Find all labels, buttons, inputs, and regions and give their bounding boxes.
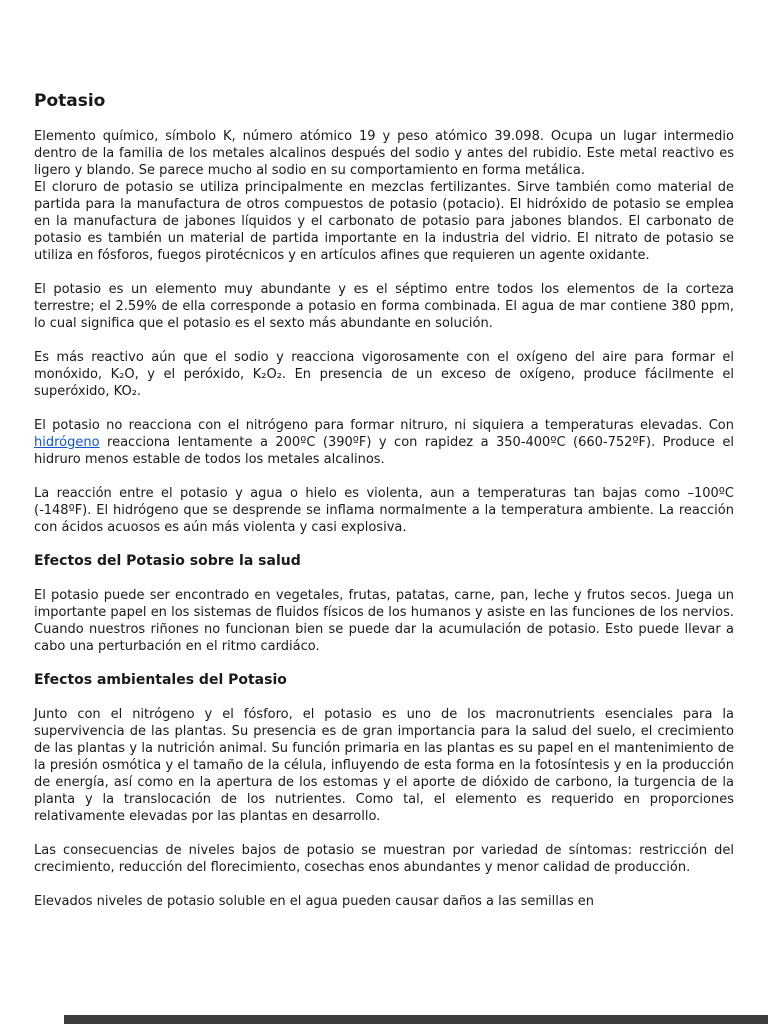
health-effects-heading: Efectos del Potasio sobre la salud bbox=[34, 553, 301, 569]
paragraph-low-potassium-levels: Las consecuencias de niveles bajos de potasio se muestran por variedad de síntomas: restricción del crecimiento, reducción del florecimiento, cosechas enos abundantes y menor calidad de producción. bbox=[34, 843, 734, 875]
paragraph-health-effects: El potasio puede ser encontrado en vegetales, frutas, patatas, carne, pan, leche y frutos secos. Juega un importante papel en los sistemas de fluidos físicos de los humanos y asiste en las funciones de los nervios. Cuando nuestros riñones no funcionan bien se puede dar la acumulación de potasio. Esto puede llevar a cabo una perturbación en el ritmo cardiáco. bbox=[34, 588, 734, 654]
paragraph-nitrogen-hydrogen bbox=[34, 417, 734, 468]
paragraph-environmental-effects: Junto con el nitrógeno y el fósforo, el potasio es uno de los macronutrients esenciales para la supervivencia de las plantas. Su presencia es de gran importancia para la salud del suelo, el crecimiento de las plantas y la nutrición animal. Su función primaria en las plantas es su papel en el mantenimiento de la presión osmótica y el tamaño de la célula, influyendo de esta forma en la fotosíntesis y en la producción de energía, así como en la apertura de los estomas y el aporte de dióxido de carbono, la turgencia de la planta y la translocación de los nutrientes. Como tal, el elemento es requerido en proporciones relativamente elevadas por las plantas en desarrollo. bbox=[34, 707, 734, 824]
hidrogeno-link[interactable]: hidrógeno bbox=[34, 435, 100, 450]
paragraph-reactivity: Es más reactivo aún que el sodio y reacciona vigorosamente con el oxígeno del aire para formar el monóxido, K₂O, y el peróxido, K₂O₂. En presencia de un exceso de oxígeno, produce fácilmente el superóxido, KO₂. bbox=[34, 350, 734, 399]
environmental-effects-heading: Efectos ambientales del Potasio bbox=[34, 672, 287, 688]
text-after-link: reacciona lentamente a 200ºC (390ºF) y con rapidez a 350-400ºC (660-752ºF). Produce el hidruro menos estable de todos los metales alcalinos. bbox=[34, 435, 734, 467]
paragraph-water-reaction: La reacción entre el potasio y agua o hielo es violenta, aun a temperaturas tan bajas como –100ºC (-148ºF). El hidrógeno que se desprende se inflama normalmente a la temperatura ambiente. La reacción con ácidos acuosos es aún más violenta y casi explosiva. bbox=[34, 486, 734, 535]
text-before-link: El potasio no reacciona con el nitrógeno para formar nitruro, ni siquiera a temperaturas elevadas. Con bbox=[34, 418, 734, 433]
paragraph-overview: Elemento químico, símbolo K, número atómico 19 y peso atómico 39.098. Ocupa un lugar intermedio dentro de la familia de los metales alcalinos después del sodio y antes del rubidio. Este metal reactivo es ligero y blando. Se parece mucho al sodio en su comportamiento en forma metálica. bbox=[34, 129, 734, 178]
viewer-toolbar-edge bbox=[64, 1015, 768, 1024]
paragraph-abundance: El potasio es un elemento muy abundante y es el séptimo entre todos los elementos de la corteza terrestre; el 2.59% de ella corresponde a potasio en forma combinada. El agua de mar contiene 380 ppm, lo cual significa que el potasio es el sexto más abundante en solución. bbox=[34, 282, 734, 331]
paragraph-compounds: El cloruro de potasio se utiliza principalmente en mezclas fertilizantes. Sirve también como material de partida para la manufactura de otros compuestos de potasio (potacio). El hidróxido de potasio se emplea en la manufactura de jabones líquidos y el carbonato de potasio para jabones blandos. El carbonato de potasio es también un material de partida importante en la industria del vidrio. El nitrato de potasio se utiliza en fósforos, fuegos pirotécnicos y en artículos afines que requieren un agente oxidante. bbox=[34, 180, 734, 263]
document-title: Potasio bbox=[34, 91, 106, 111]
paragraph-soluble-potassium: Elevados niveles de potasio soluble en el agua pueden causar daños a las semillas en bbox=[34, 894, 594, 909]
